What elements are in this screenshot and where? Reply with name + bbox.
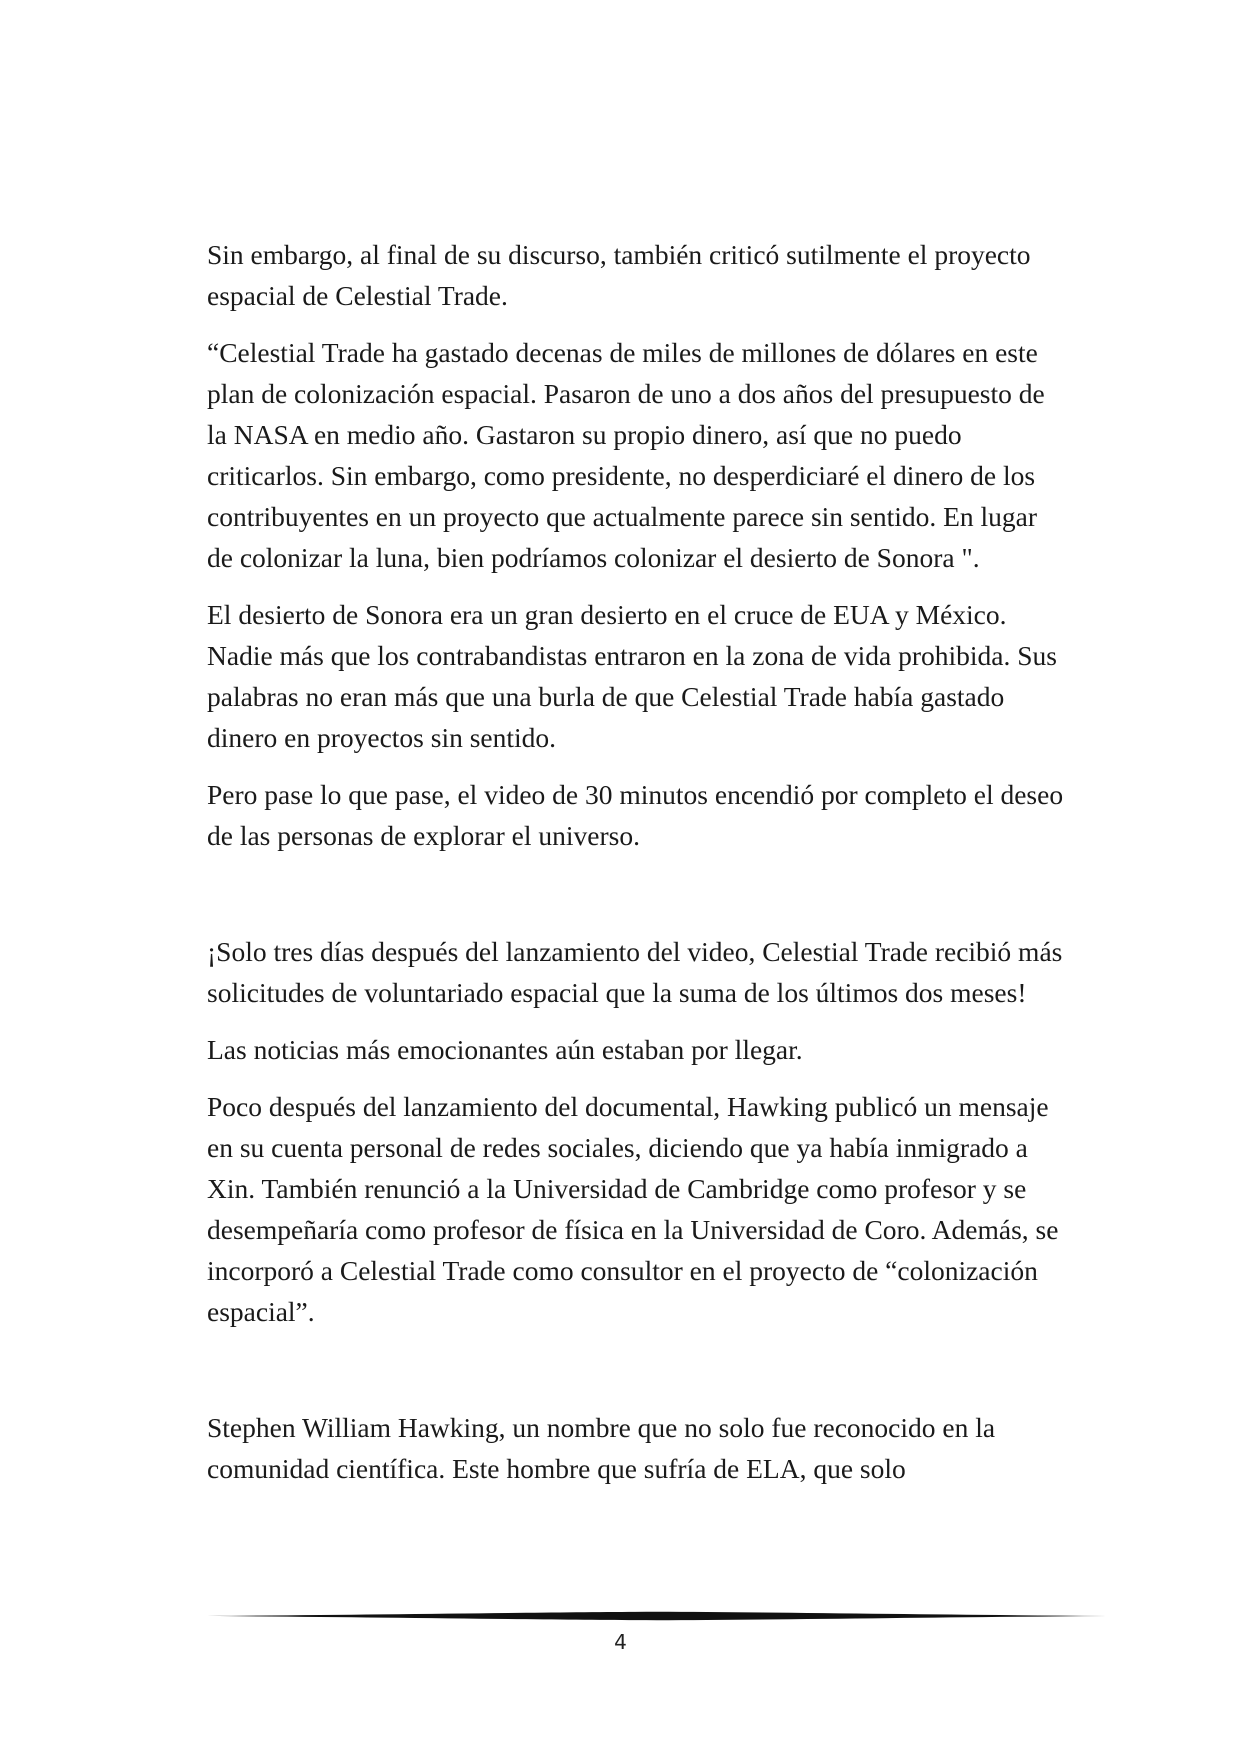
body-text <box>207 234 1069 1505</box>
section-gap <box>207 872 1069 931</box>
paragraph: Stephen William Hawking, un nombre que no solo fue reconocido en la comunidad científica. Este hombre que sufría de ELA, que solo <box>207 1412 996 1484</box>
paragraph: El desierto de Sonora era un gran desierto en el cruce de EUA y México. Nadie más que los contrabandistas entraron en la zona de vida prohibida. Sus palabras no eran más que una burla de que Celestial Trade había gastado dinero en proyectos sin sentido. <box>207 599 1057 753</box>
section-gap <box>207 1348 1069 1407</box>
paragraph: ¡Solo tres días después del lanzamiento del video, Celestial Trade recibió más solicitudes de voluntariado espacial que la suma de los últimos dos meses! <box>207 936 1063 1008</box>
page-number: 4 <box>614 1630 627 1654</box>
footer-rule <box>207 1610 1107 1622</box>
paragraph: Sin embargo, al final de su discurso, también criticó sutilmente el proyecto espacial de Celestial Trade. <box>207 239 1031 311</box>
paragraph: “Celestial Trade ha gastado decenas de miles de millones de dólares en este plan de colonización espacial. Pasaron de uno a dos años del presupuesto de la NASA en medio año. Gastaron su propio dinero, así que no puedo criticarlos. Sin embargo, como presidente, no desperdiciaré el dinero de los contribuyentes en un proyecto que actualmente parece sin sentido. En lugar de colonizar la luna, bien podríamos colonizar el desierto de Sonora ". <box>207 337 1045 573</box>
paragraph: Poco después del lanzamiento del documental, Hawking publicó un mensaje en su cuenta personal de redes sociales, diciendo que ya había inmigrado a Xin. También renunció a la Universidad de Cambridge como profesor y se desempeñaría como profesor de física en la Universidad de Coro. Además, se incorporó a Celestial Trade como consultor en el proyecto de “colonización espacial”. <box>207 1091 1059 1327</box>
paragraph: Las noticias más emocionantes aún estaban por llegar. <box>207 1034 803 1065</box>
paragraph: Pero pase lo que pase, el video de 30 minutos encendió por completo el deseo de las personas de explorar el universo. <box>207 779 1064 851</box>
